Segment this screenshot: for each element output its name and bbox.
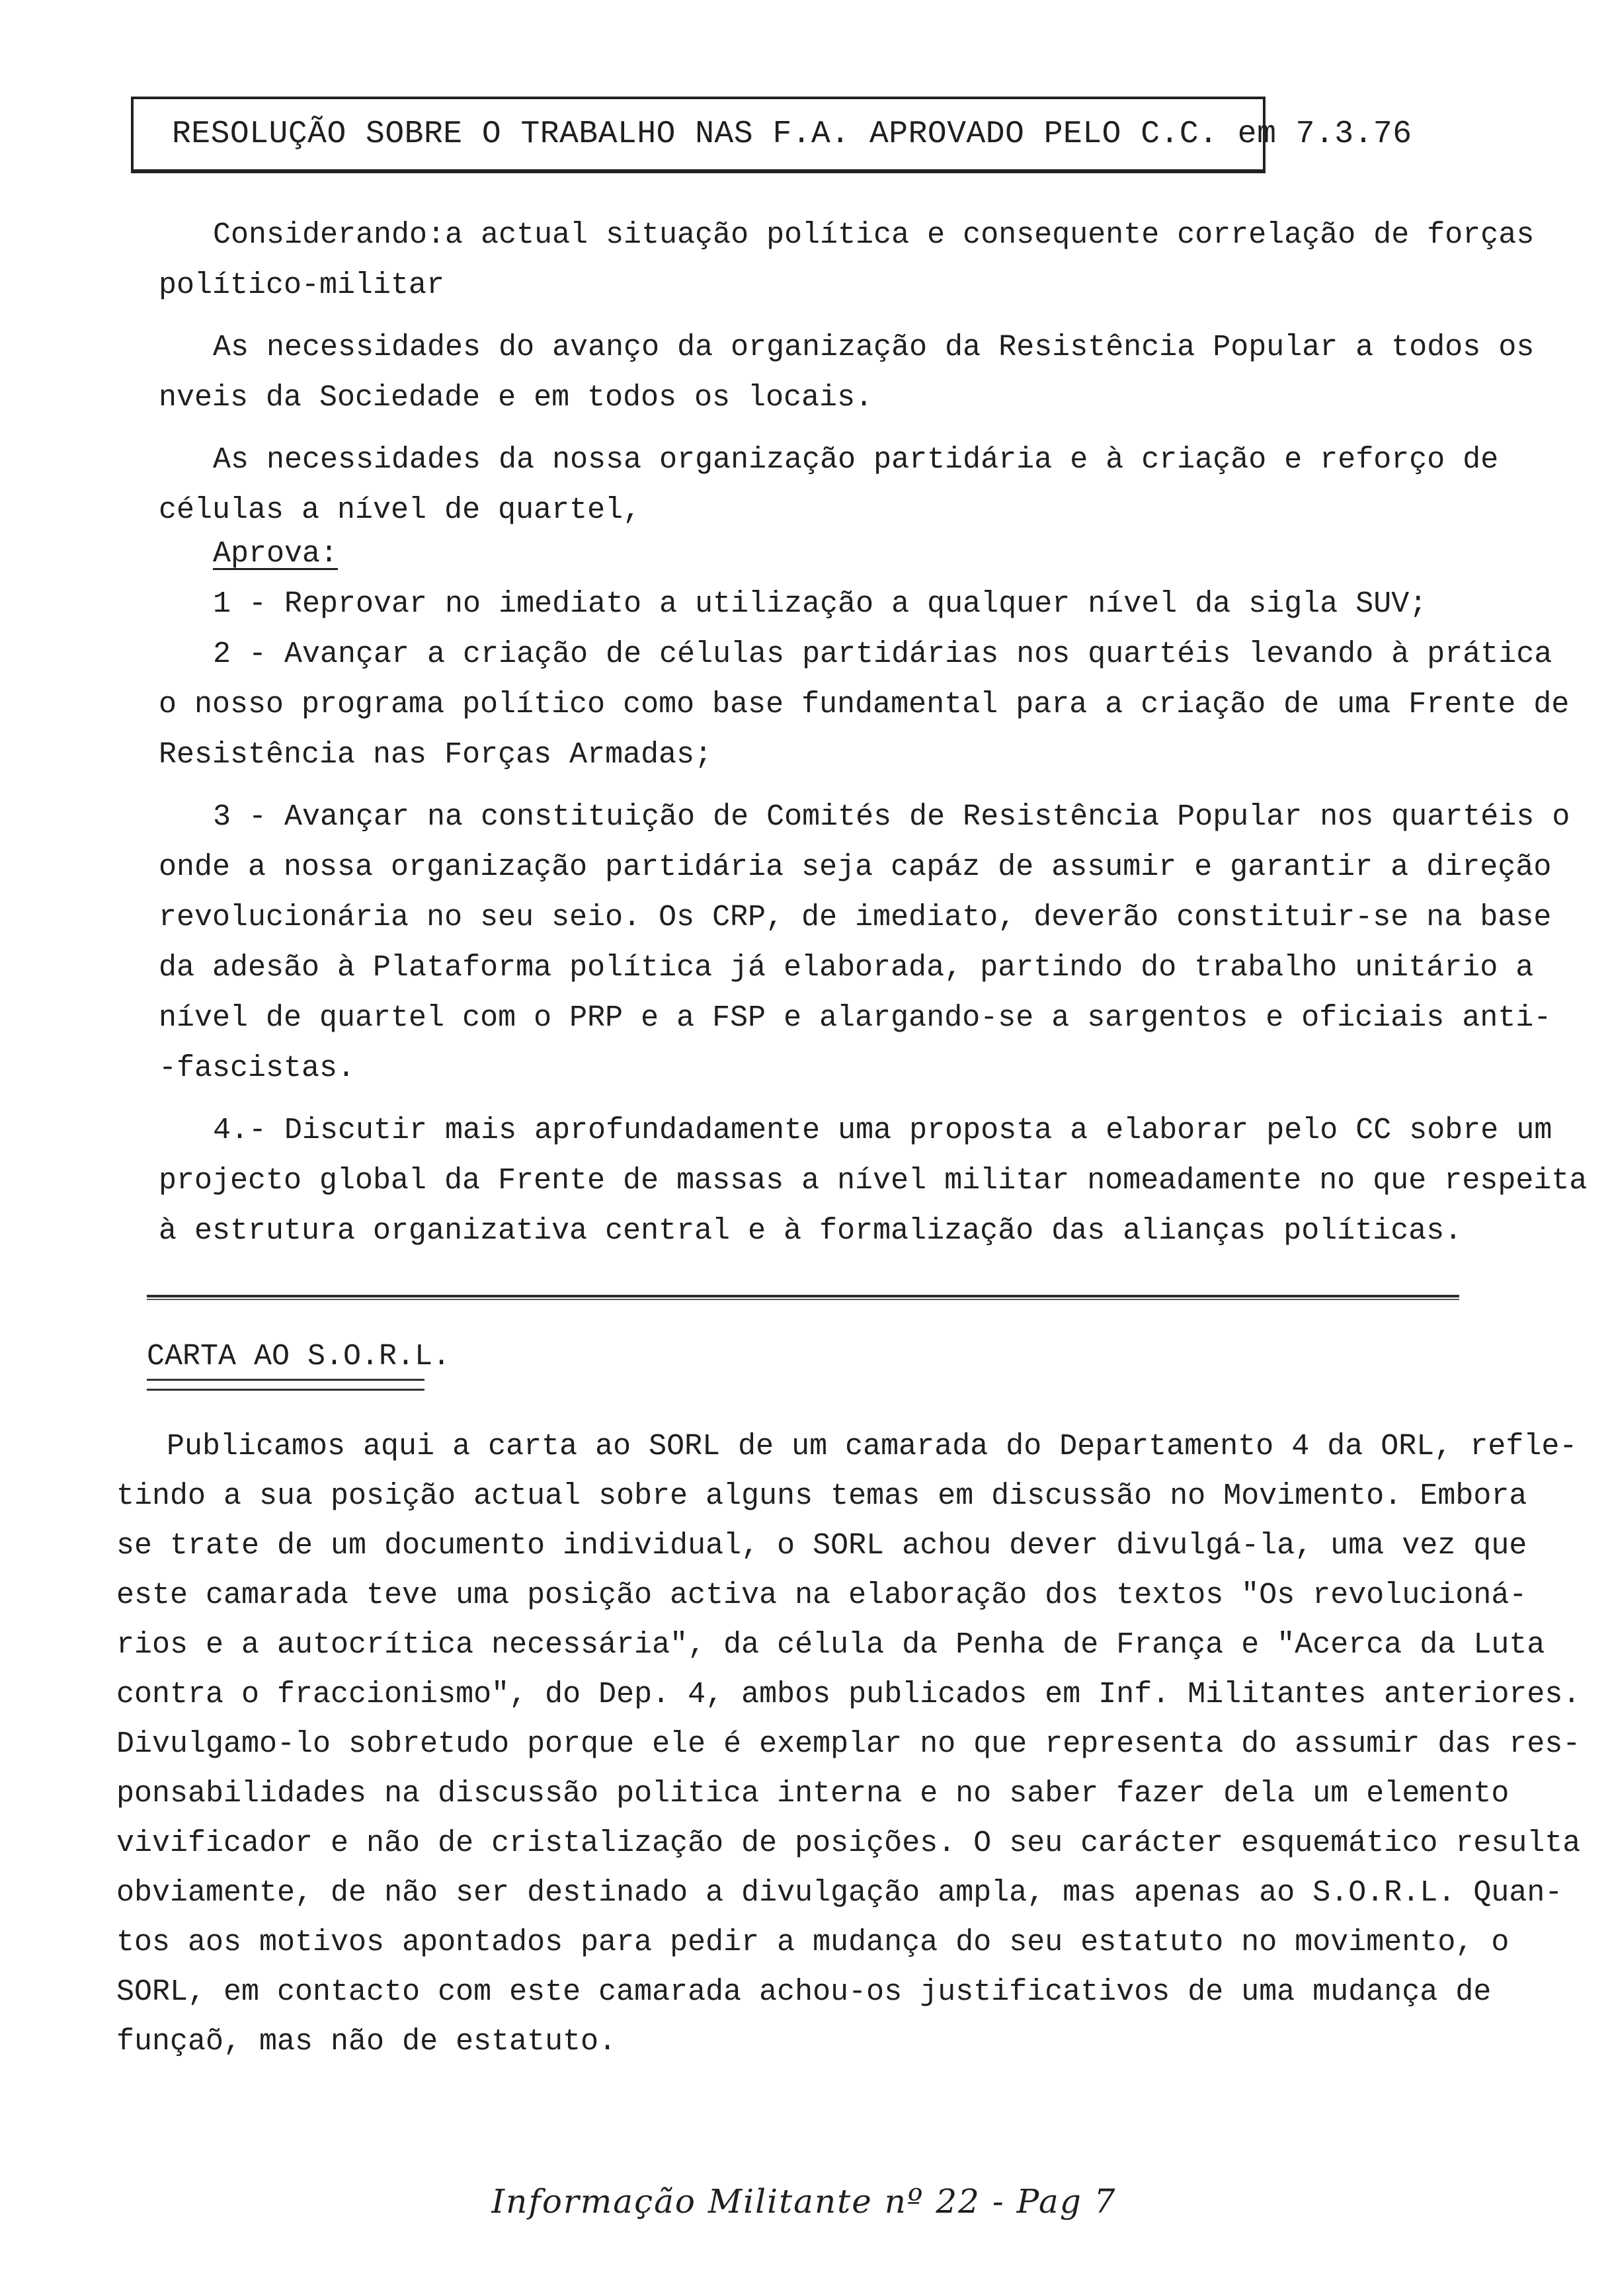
- resolution-item-2: 2 - Avançar a criação de células partidárias nos quartéis levando à prática: [213, 637, 1552, 671]
- resolution-title-box: [131, 97, 1412, 173]
- carta-line: SORL, em contacto com este camarada achou-os justificativos de uma mudança de: [116, 1975, 1492, 2009]
- considerando-line: Considerando:a actual situação política e consequente correlação de forças: [213, 218, 1535, 252]
- considerando-line: nveis da Sociedade e em todos os locais.: [159, 381, 873, 415]
- resolution-item-3-cont: nível de quartel com o PRP e a FSP e alargando-se a sargentos e oficiais anti-: [159, 1001, 1552, 1035]
- resolution-title: RESOLUÇÃO SOBRE O TRABALHO NAS F.A. APROVADO PELO C.C. em 7.3.76: [172, 116, 1412, 152]
- carta-section: [116, 1422, 1581, 2067]
- resolution-item-2-cont: o nosso programa político como base fundamental para a criação de uma Frente de: [159, 688, 1570, 721]
- section-divider: [147, 1295, 1459, 1300]
- considerando-line: células a nível de quartel,: [159, 493, 641, 527]
- carta-line: Publicamos aqui a carta ao SORL de um camarada do Departamento 4 da ORL, refle-: [167, 1430, 1578, 1463]
- carta-line: tos aos motivos apontados para pedir a mudança do seu estatuto no movimento, o: [116, 1926, 1509, 1959]
- carta-line: funçaõ, mas não de estatuto.: [116, 2025, 617, 2059]
- resolution-item-3-cont: onde a nossa organização partidária seja capáz de assumir e garantir a direção: [159, 850, 1552, 884]
- considerando-line: As necessidades do avanço da organização da Resistência Popular a todos os: [213, 331, 1535, 364]
- resolution-item-3-cont: revolucionária no seu seio. Os CRP, de imediato, deverão constituir-se na base: [159, 901, 1552, 934]
- carta-line: se trate de um documento individual, o SORL achou dever divulgá-la, uma vez que: [116, 1529, 1527, 1563]
- carta-heading-underline: [147, 1379, 424, 1391]
- carta-line: contra o fraccionismo", do Dep. 4, ambos publicados em Inf. Militantes anteriores.: [116, 1678, 1581, 1711]
- carta-line: rios e a autocrítica necessária", da célula da Penha de França e "Acerca da Luta: [116, 1628, 1545, 1662]
- carta-line: este camarada teve uma posição activa na elaboração dos textos "Os revolucioná-: [116, 1578, 1527, 1612]
- carta-line: tindo a sua posição actual sobre alguns temas em discussão no Movimento. Embora: [116, 1479, 1527, 1513]
- resolution-item-2-cont: Resistência nas Forças Armadas;: [159, 738, 713, 772]
- aprova-section: [159, 529, 1588, 1256]
- resolution-item-3: 3 - Avançar na constituição de Comités de Resistência Popular nos quartéis o: [213, 800, 1570, 834]
- carta-line: obviamente, de não ser destinado a divulgação ampla, mas apenas ao S.O.R.L. Quan-: [116, 1876, 1563, 1910]
- resolution-item-3-cont: -fascistas.: [159, 1051, 356, 1085]
- resolution-item-4-cont: projecto global da Frente de massas a nível militar nomeadamente no que respeita: [159, 1164, 1588, 1198]
- considerando-line: político-militar: [159, 268, 445, 302]
- resolution-item-4-cont: à estrutura organizativa central e à formalização das alianças políticas.: [159, 1214, 1463, 1248]
- considerando-section: [159, 210, 1535, 536]
- resolution-item-1: 1 - Reprovar no imediato a utilização a qualquer nível da sigla SUV;: [213, 587, 1427, 621]
- page-footer: Informação Militante nº 22 - Pag 7: [491, 2182, 1117, 2221]
- carta-heading: CARTA AO S.O.R.L.: [147, 1340, 451, 1374]
- carta-line: Divulgamo-lo sobretudo porque ele é exemplar no que representa do assumir das res-: [116, 1727, 1581, 1761]
- considerando-line: As necessidades da nossa organização partidária e à criação e reforço de: [213, 443, 1499, 477]
- aprova-label: Aprova:: [213, 537, 339, 571]
- resolution-item-4: 4.- Discutir mais aprofundadamente uma proposta a elaborar pelo CC sobre um: [213, 1114, 1552, 1147]
- resolution-item-3-cont: da adesão à Plataforma política já elaborada, partindo do trabalho unitário a: [159, 951, 1534, 985]
- carta-line: ponsabilidades na discussão politica interna e no saber fazer dela um elemento: [116, 1777, 1509, 1811]
- carta-line: vivificador e não de cristalização de posições. O seu carácter esquemático resulta: [116, 1826, 1581, 1860]
